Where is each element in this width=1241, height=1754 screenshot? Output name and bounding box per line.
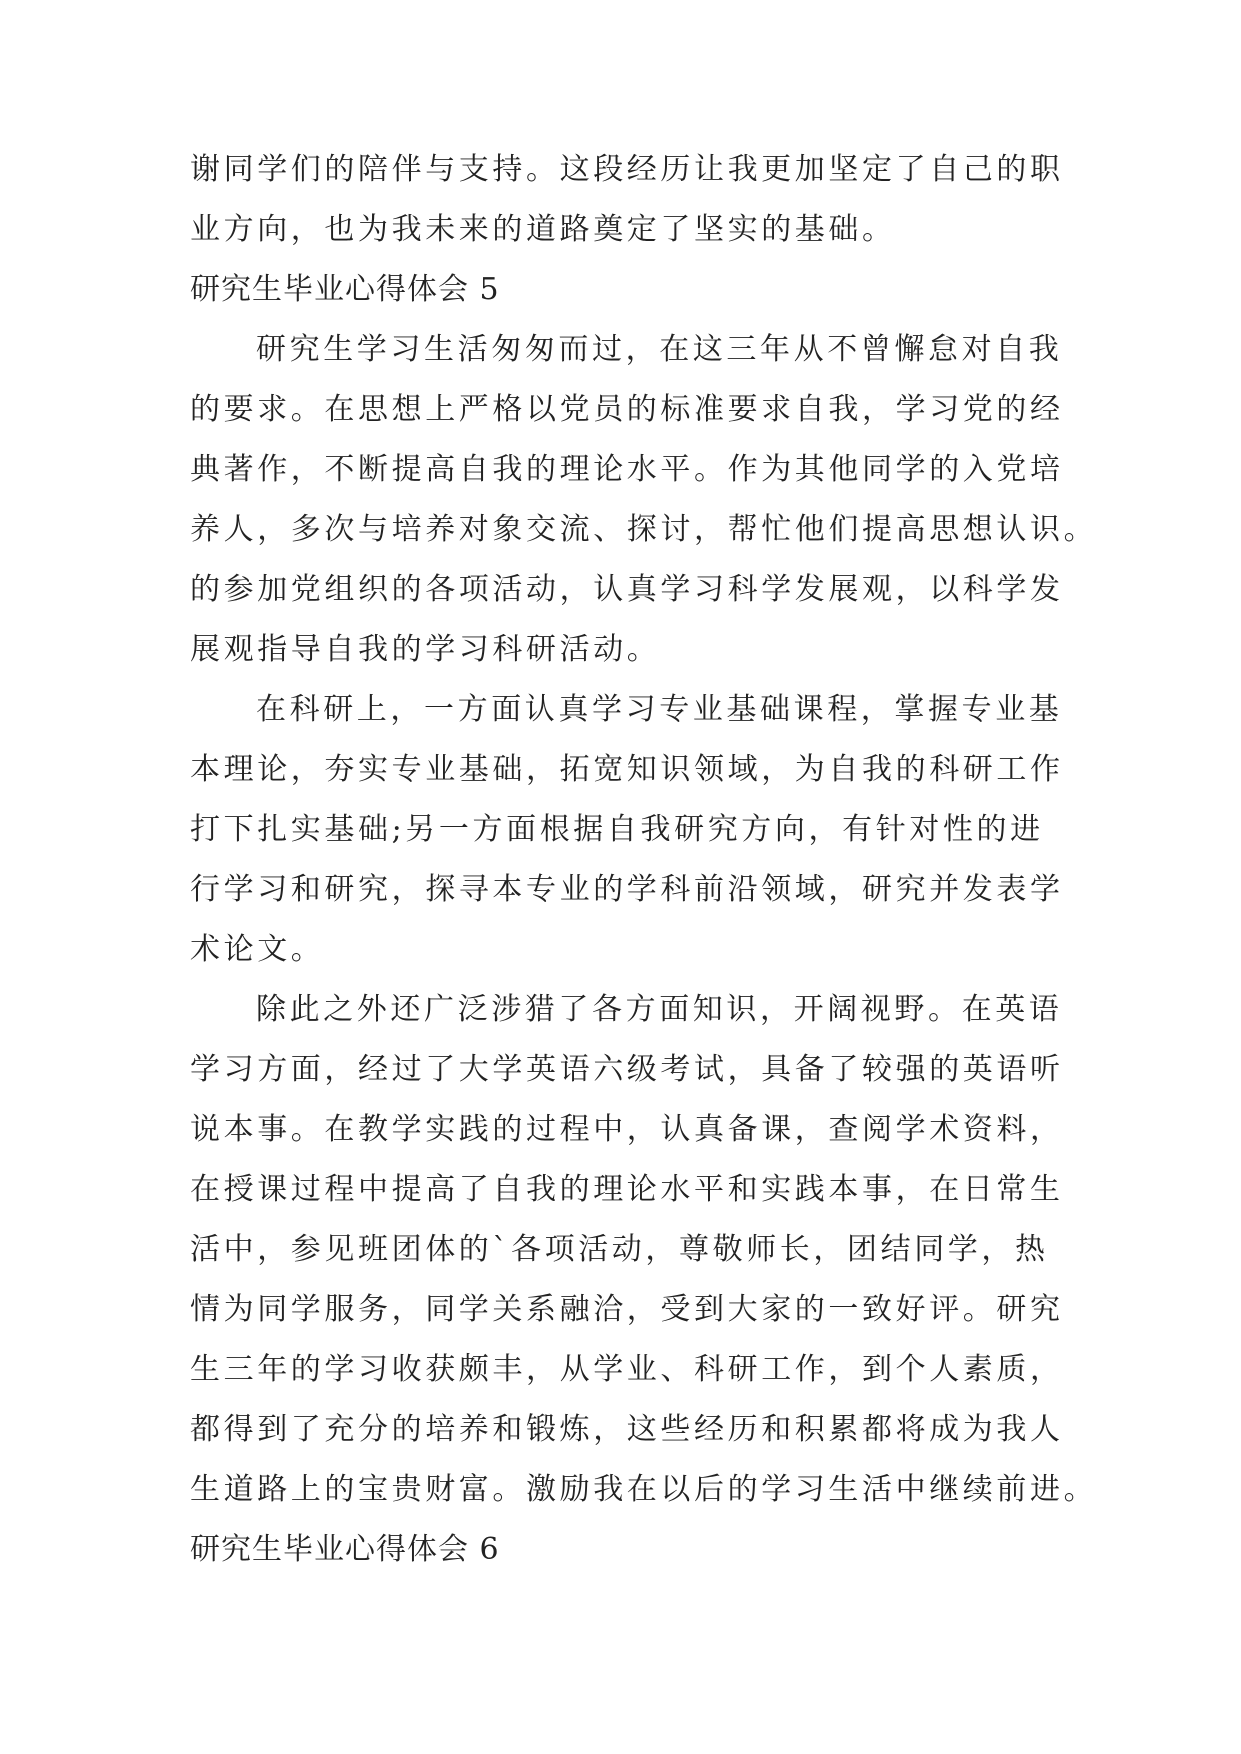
text-line: 情为同学服务，同学关系融洽，受到大家的一致好评。研究 xyxy=(190,1292,1064,1327)
text-line: 业方向，也为我未来的道路奠定了坚实的基础。 xyxy=(190,212,896,247)
text-line: 学习方面，经过了大学英语六级考试，具备了较强的英语听 xyxy=(190,1052,1064,1087)
text-line: 行学习和研究，探寻本专业的学科前沿领域，研究并发表学 xyxy=(190,872,1064,907)
text-line: 打下扎实基础;另一方面根据自我研究方向，有针对性的进 xyxy=(190,812,1044,847)
section-heading-5 xyxy=(190,260,1060,320)
text-line: 的参加党组织的各项活动，认真学习科学发展观，以科学发 xyxy=(190,572,1064,607)
text-line: 除此之外还广泛涉猎了各方面知识，开阔视野。在英语 xyxy=(256,992,1063,1027)
text-line: 说本事。在教学实践的过程中，认真备课，查阅学术资料， xyxy=(190,1112,1064,1147)
text-line: 本理论，夯实专业基础，拓宽知识领域，为自我的科研工作 xyxy=(190,752,1064,787)
text-line: 活中，参见班团体的`各项活动，尊敬师长，团结同学，热 xyxy=(190,1232,1049,1267)
text-line: 术论文。 xyxy=(190,932,325,967)
heading-text: 研究生毕业心得体会 6 xyxy=(190,1532,500,1567)
text-line: 的要求。在思想上严格以党员的标准要求自我，学习党的经 xyxy=(190,392,1064,427)
paragraph-2 xyxy=(190,680,1064,980)
paragraph-continuation xyxy=(190,140,1064,260)
heading-text: 研究生毕业心得体会 5 xyxy=(190,272,500,307)
section-heading-6 xyxy=(190,1520,1060,1580)
paragraph-1 xyxy=(190,320,1098,680)
text-line: 谢同学们的陪伴与支持。这段经历让我更加坚定了自己的职 xyxy=(190,152,1064,187)
text-line: 研究生学习生活匆匆而过，在这三年从不曾懈怠对自我 xyxy=(256,332,1063,367)
text-line: 在科研上，一方面认真学习专业基础课程，掌握专业基 xyxy=(256,692,1063,727)
text-line: 都得到了充分的培养和锻炼，这些经历和积累都将成为我人 xyxy=(190,1412,1064,1447)
text-line: 在授课过程中提高了自我的理论水平和实践本事，在日常生 xyxy=(190,1172,1064,1207)
text-line: 生三年的学习收获颇丰，从学业、科研工作，到个人素质， xyxy=(190,1352,1064,1387)
text-line: 养人，多次与培养对象交流、探讨，帮忙他们提高思想认识。 xyxy=(190,512,1098,547)
text-line: 生道路上的宝贵财富。激励我在以后的学习生活中继续前进。 xyxy=(190,1472,1098,1507)
text-line: 典著作，不断提高自我的理论水平。作为其他同学的入党培 xyxy=(190,452,1064,487)
text-line: 展观指导自我的学习科研活动。 xyxy=(190,632,661,667)
paragraph-3 xyxy=(190,980,1098,1520)
